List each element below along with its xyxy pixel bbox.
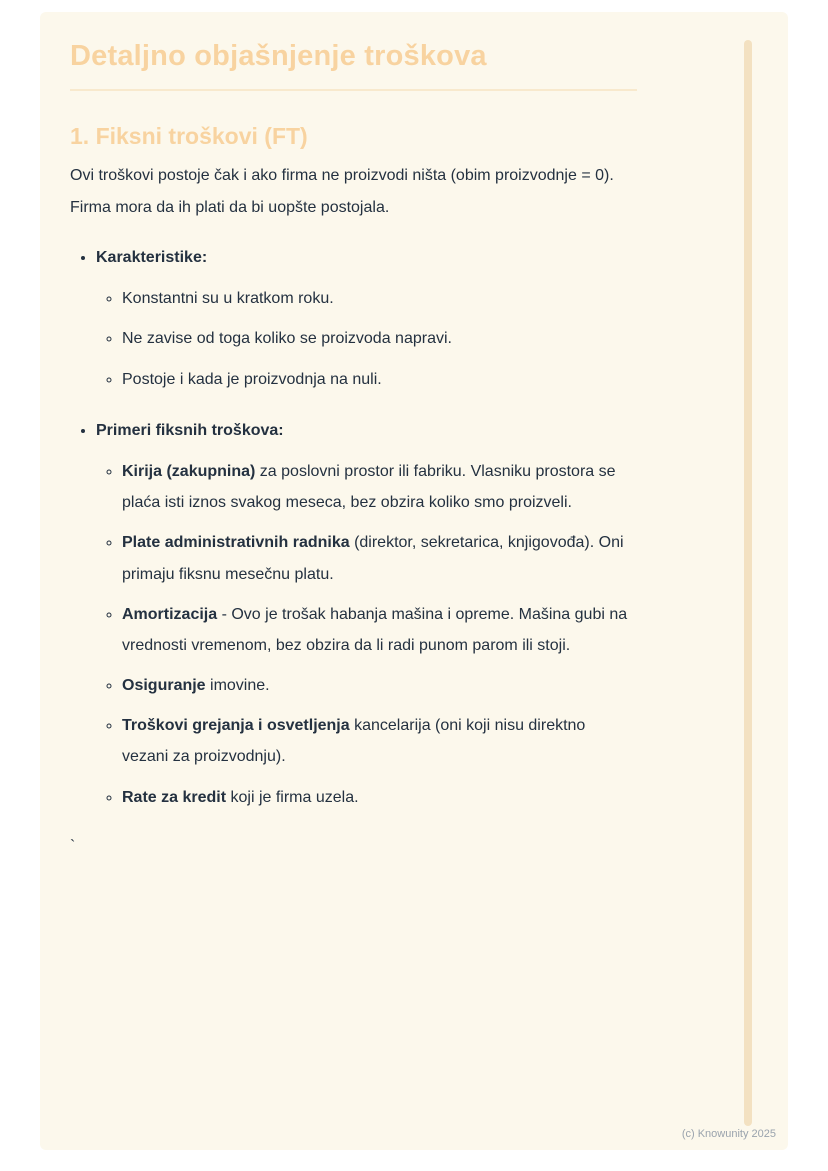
bulleted-list [70,242,632,813]
sub-list-item [122,782,632,813]
sub-item-text: (direktor, sekretarica, knjigovođa). Oni primaju fiksnu mesečnu platu. [122,534,624,583]
sub-list-item [122,710,632,772]
section-heading: 1. Fiksni troškovi (FT) [70,123,308,149]
document-page [40,12,788,1150]
stray-character: ` [70,837,76,855]
sub-item-text: imovine. [205,677,270,695]
sub-list-item [122,364,632,395]
sub-item-bold: Plate administrativnih radnika [122,534,350,552]
title-divider [70,89,637,91]
sub-list [96,283,632,395]
sub-item-bold: Amortizacija [122,605,218,623]
sub-item-text: - Ovo je trošak habanja mašina i opreme. Mašina gubi na vrednosti vremenom, bez obzira da li radi punom parom ili stoji. [122,605,628,654]
document-content [40,12,660,855]
list-item-label: Karakteristike: [96,249,208,266]
footer-copyright: (c) Knowunity 2025 [681,1128,776,1140]
sub-list-item [122,456,632,518]
sub-item-bold: Rate za kredit [122,788,227,806]
sub-list-item [122,670,632,701]
list-item [96,242,632,395]
intro-line: Firma mora da ih plati da bi uopšte postojala. [70,199,390,216]
intro-paragraph [70,160,650,224]
sub-item-bold: Kirija (zakupnina) [122,462,256,480]
sub-list-item [122,599,632,661]
sub-list-item [122,527,632,589]
page-title: Detaljno objašnjenje troškova [70,40,487,72]
sub-item-text: koji je firma uzela. [226,788,359,806]
sub-item-text: Ne zavise od toga koliko se proizvoda napravi. [122,330,452,348]
sub-item-bold: Troškovi grejanja i osvetljenja [122,717,350,735]
sub-list-item [122,283,632,314]
sub-list [96,456,632,813]
sub-item-text: Postoje i kada je proizvodnja na nuli. [122,370,382,388]
vertical-accent-bar [744,40,752,1126]
sub-item-text: Konstantni su u kratkom roku. [122,290,334,308]
sub-list-item [122,323,632,354]
list-item-label: Primeri fiksnih troškova: [96,421,284,439]
sub-item-text: kancelarija (oni koji nisu direktno vezani za proizvodnju). [122,717,586,766]
intro-line: Ovi troškovi postoje čak i ako firma ne proizvodi ništa (obim proizvodnje = 0). [70,167,614,184]
sub-item-text: za poslovni prostor ili fabriku. Vlasniku prostora se plaća isti iznos svakog meseca, bez obzira koliko smo proizveli. [122,462,616,512]
list-item [96,415,632,813]
sub-item-bold: Osiguranje [122,677,206,695]
